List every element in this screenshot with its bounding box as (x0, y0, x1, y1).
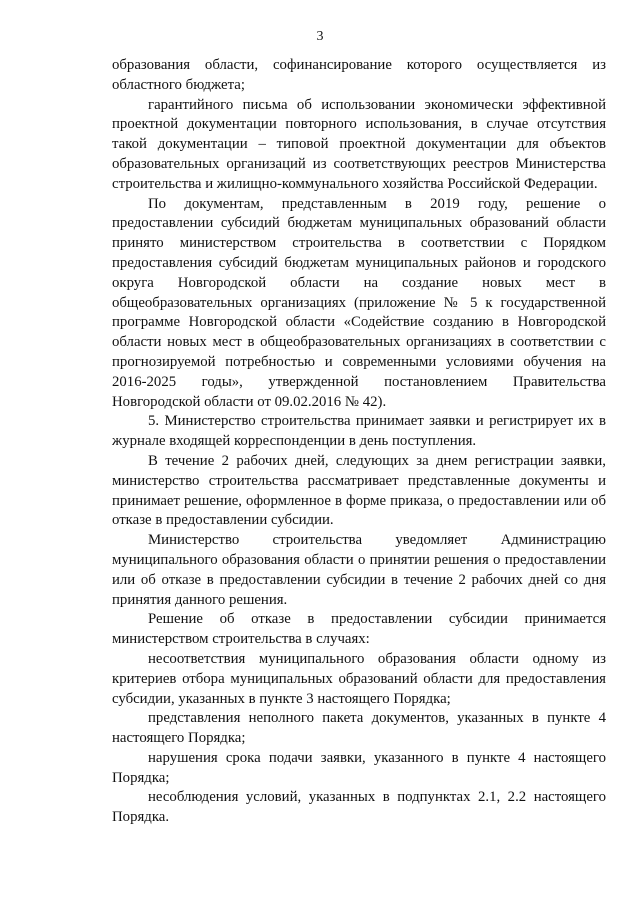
paragraph: несоответствия муниципального образования области одному из критериев отбора муниципальных образований области для предоставления субсидии, указанных в пункте 3 настоящего Порядка; (112, 650, 606, 707)
page-number: 3 (316, 29, 324, 44)
paragraph: нарушения срока подачи заявки, указанного в пункте 4 настоящего Порядка; (112, 749, 606, 786)
paragraph: представления неполного пакета документов, указанных в пункте 4 настоящего Порядка; (112, 710, 606, 747)
paragraph: образования области, софинансирование которого осуществляется из областного бюджета; (112, 57, 606, 93)
paragraph: По документам, представленным в 2019 году, решение о предоставлении субсидий бюджетам муниципальных образований области принято министерством строительства в соответствии с Порядком предоставления субсидий бюджетам муниципальных районов и городского округа Новгородской области на создание новых мест в общеобразовательных организациях (приложение № 5 к государственной программе Новгородской области «Содействие созданию в Новгородской области новых мест в общеобразовательных организациях в соответствии с прогнозируемой потребностью и современными условиями обучения на 2016-2025 годы», утвержденной постановлением Правительства Новгородской области от 09.02.2016 № 42). (112, 195, 606, 410)
paragraph: Министерство строительства уведомляет Администрацию муниципального образования области о принятии решения о предоставлении или об отказе в предоставлении субсидии в течение 2 рабочих дней со дня принятия данного решения. (112, 532, 606, 608)
document-body (112, 56, 606, 828)
paragraph: Решение об отказе в предоставлении субсидии принимается министерством строительства в случаях: (112, 611, 606, 648)
paragraph: гарантийного письма об использовании экономически эффективной проектной документации повторного использования, в случае отсутствия такой документации – типовой проектной документации для объектов образовательных организаций из соответствующих реестров Министерства строительства и жилищно-коммунального хозяйства Российской Федерации. (112, 96, 606, 192)
paragraph: В течение 2 рабочих дней, следующих за днем регистрации заявки, министерство строительства рассматривает представленные документы и принимает решение, оформленное в форме приказа, о предоставлении или об отказе в предоставлении субсидии. (112, 452, 606, 529)
paragraph: несоблюдения условий, указанных в подпунктах 2.1, 2.2 настоящего Порядка. (112, 789, 606, 826)
paragraph: 5. Министерство строительства принимает заявки и регистрирует их в журнале входящей корреспонденции в день поступления. (112, 413, 606, 450)
